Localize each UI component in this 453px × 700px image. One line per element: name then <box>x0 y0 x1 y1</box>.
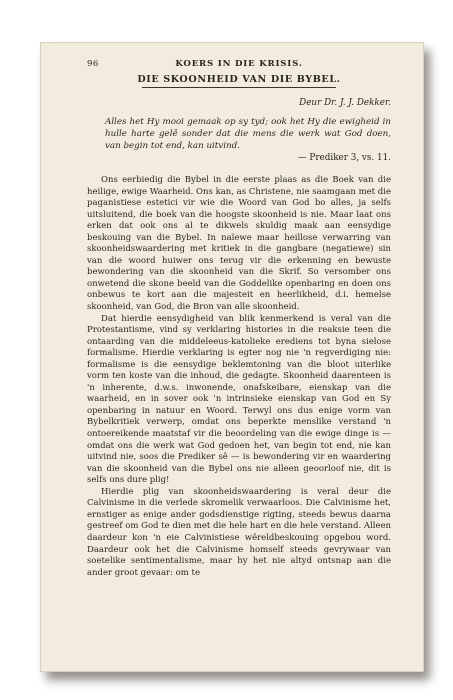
body-paragraph: Dat hierdie eensydigheid van blik kenmerkend is veral van die Protestantisme, vind sy verklaring histories in die reaksie teen die ontaarding van die middeleeus-katolieke erediens tot byna sielose formalisme. Hierdie verklaring is egter nog nie 'n regverdiging nie: formalisme is die eensydige beklemtoning van die bloot uiterlike vorm ten koste van die inhoud, die gedagte. Skoonheid daarenteen is 'n inherente, d.w.s. inwonende, onafskeibare, eienskap van die waarheid, en in sover ook 'n intrinsieke eienskap van God en Sy openbaring in natuur en Woord. Terwyl ons dus enige vorm van Bybelkritiek verwerp, omdat ons beperkte menslike verstand 'n ontoereikende maatstaf vir die beoordeling van die ewige dinge is — omdat ons die werk wat God gedoen het, van begin tot end, nie kan uitvind nie, soos die Prediker sê — is bewondering vir en waardering van die skoonheid van die Bybel ons nie alleen geoorloof nie, dit is selfs ons dure plig! <box>87 313 391 486</box>
epigraph-source: — Prediker 3, vs. 11. <box>297 153 391 163</box>
title-rule <box>142 87 337 88</box>
article-title: DIE SKOONHEID VAN DIE BYBEL. <box>137 74 341 85</box>
running-head <box>87 59 391 69</box>
page-number: 96 <box>87 59 99 69</box>
body-paragraph: Ons eerbiedig die Bybel in die eerste plaas as die Boek van die heilige, ewige Waarheid. Ons kan, as Christene, nie saamgaan met die paganistiese estetici vir wie die Woord van God bo alles, ja selfs uitsluitend, die boek van die hoogste skoonheid is nie. Maar laat ons erken dat ook ons al te dikwels skuldig maak aan eensydige beskouing van die Bybel. In naïewe maar heillose verwarring van skoonheidswaardering met kritiek in die gangbare (negatiewe) sin van die woord huiwer ons terug vir die erkenning en bewuste bewondering van die skoonheid van die Skrif. So versomber ons onwetend die skone beeld van die Goddelike openbaring en doen ons onbewus te kort aan die majesteit en heerlikheid, d.i. hemelse skoonheid, van God, die Bron van alle skoonheid. <box>87 175 391 313</box>
article-author: Deur Dr. J. J. Dekker. <box>299 98 391 108</box>
body-paragraph: Hierdie plig van skoonheidswaardering is veral deur die Calvinisme in die verlede skromelik verwaarloos. Die Calvinisme het, ernstiger as enige ander godsdienstige rigting, steeds bewus daarna gestreef om God te dien met die hele hart en die hele verstand. Alleen daardeur kon 'n eie Calvinistiese wêreldbeskouing opgebou word. Daardeur ook het die Calvinisme homself steeds gevrywaar van soetelike sentimentalisme, maar hy het nie altyd ontsnap aan die ander groot gevaar: om te <box>87 486 391 578</box>
epigraph: Alles het Hy mooi gemaak op sy tyd; ook het Hy die ewigheid in hulle harte gelê sonder dat die mens die werk wat God doen, van begin tot end, kan uitvind. <box>105 117 391 151</box>
journal-title: KOERS IN DIE KRISIS. <box>175 59 303 69</box>
scanned-page <box>40 42 424 672</box>
